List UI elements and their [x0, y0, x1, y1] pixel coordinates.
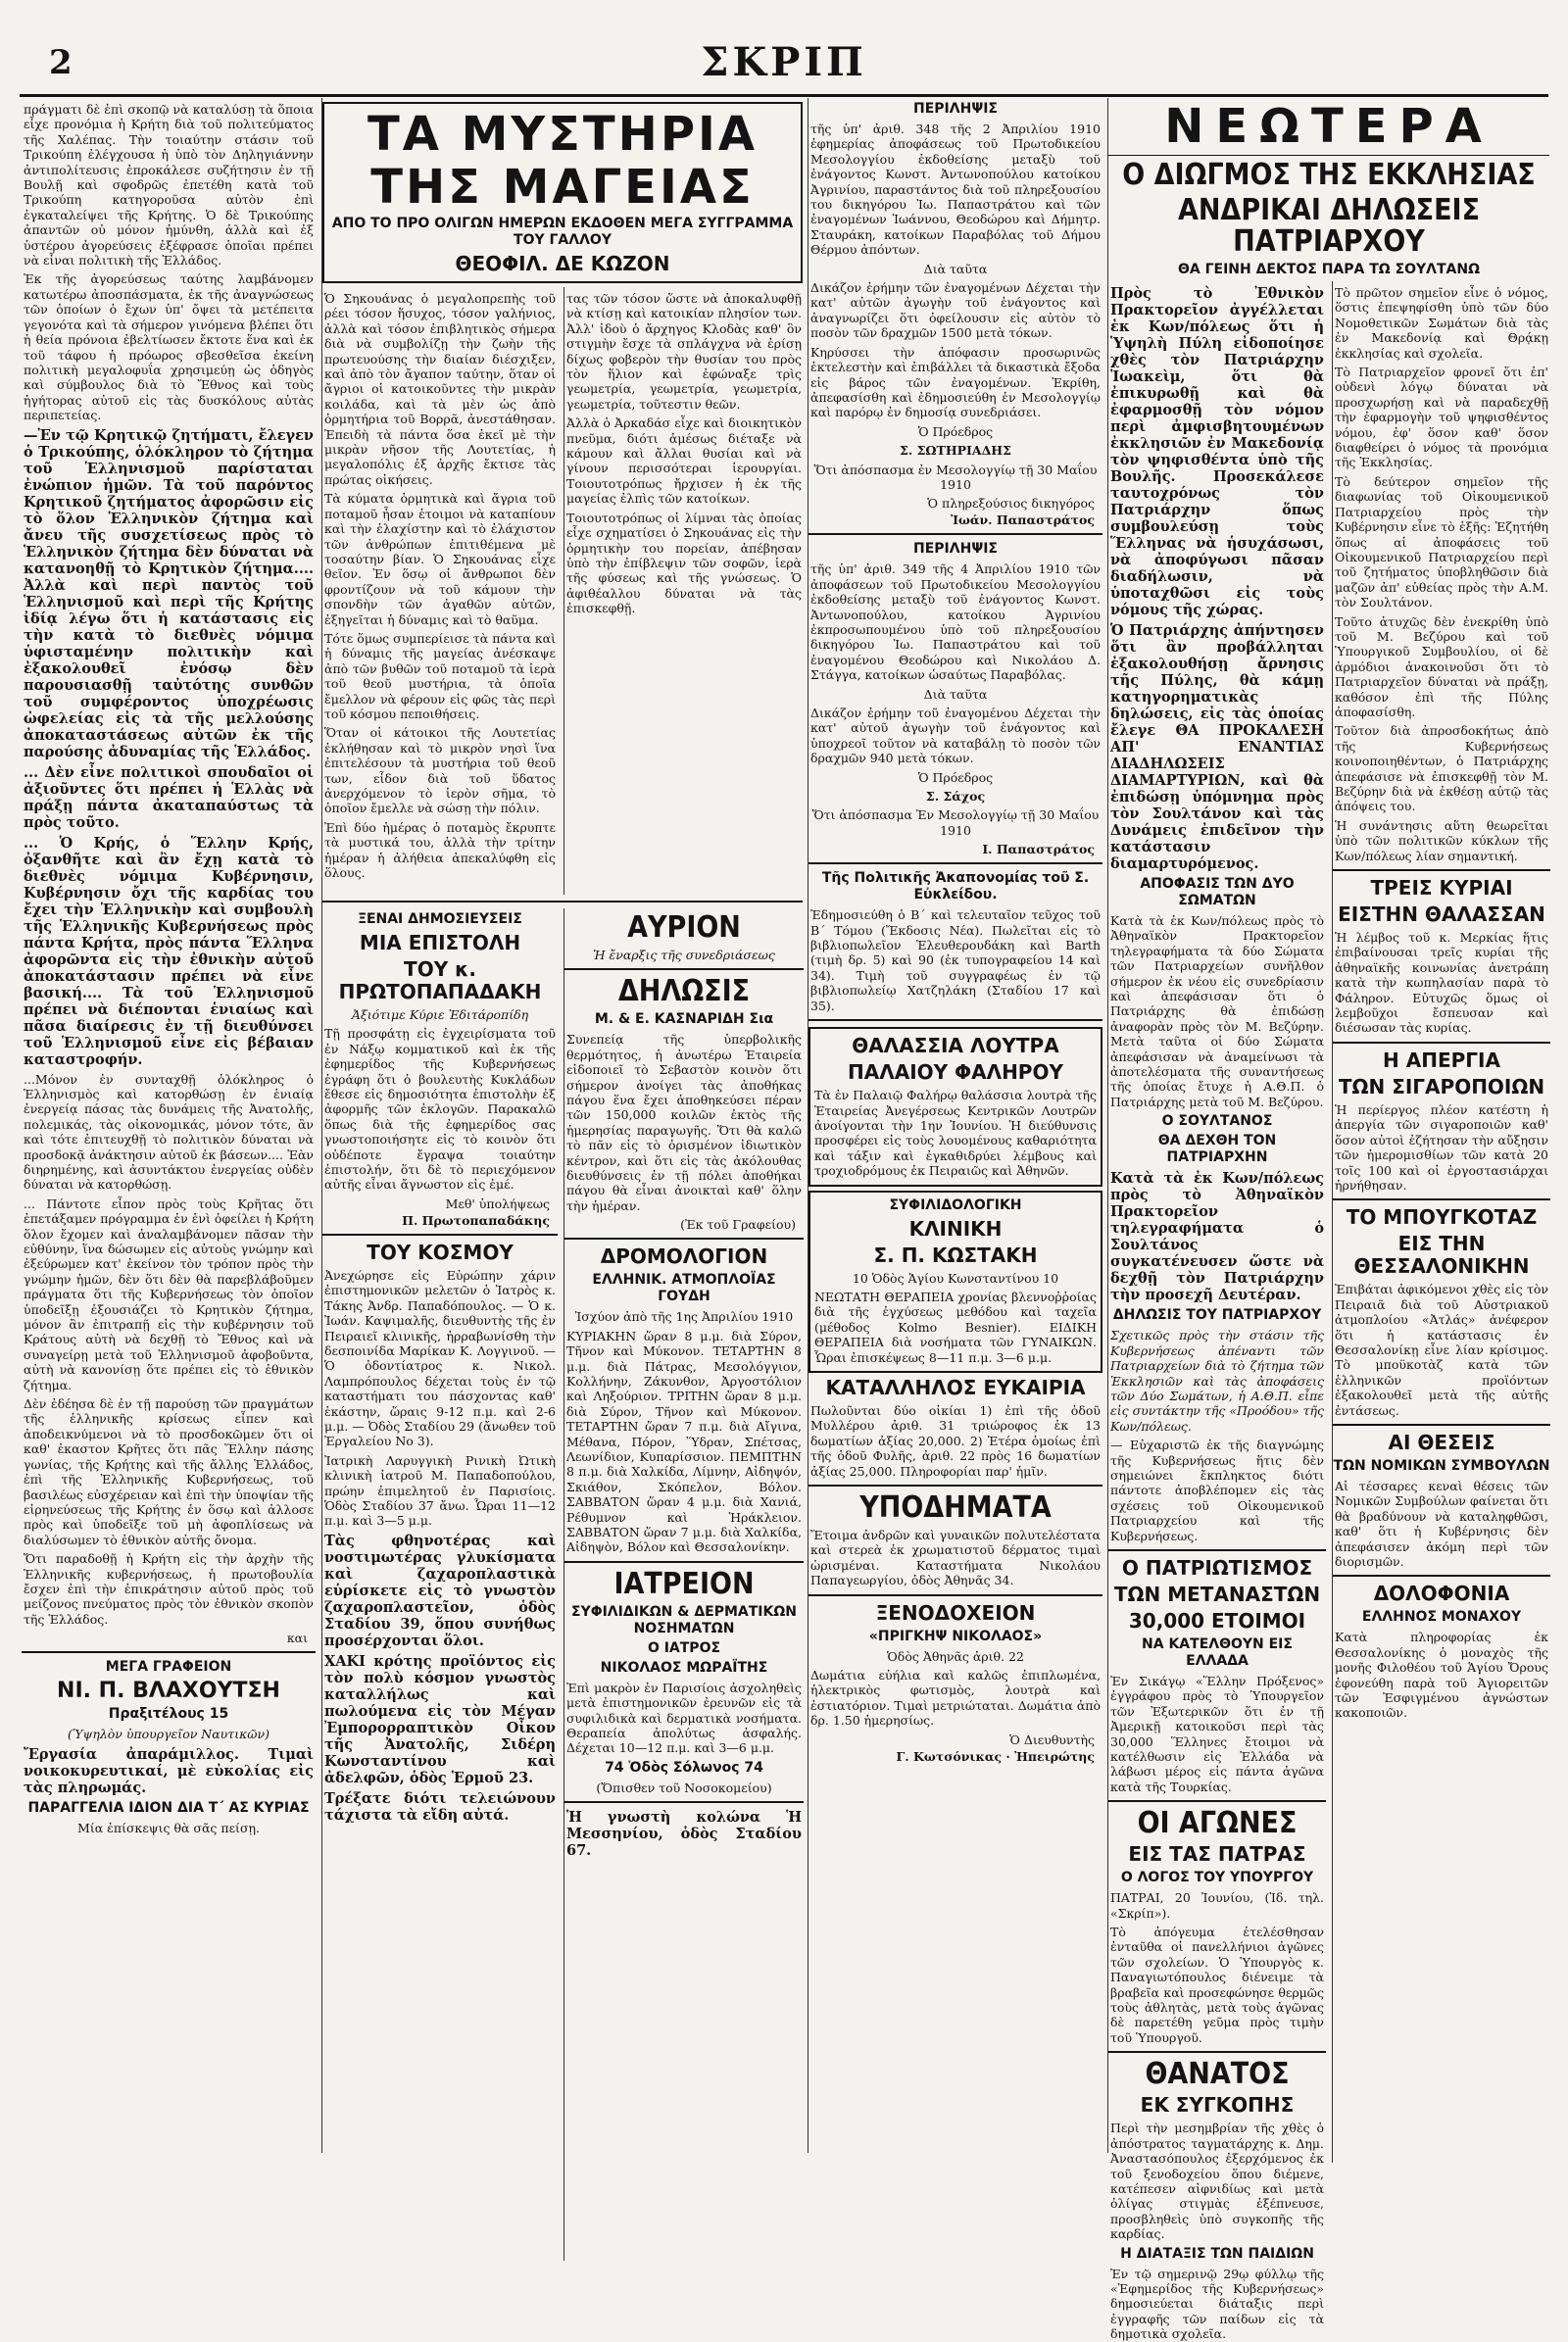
article-paragraph: Δωμάτια εὐήλια καὶ καλῶς ἐπιπλωμένα, ἡλεκτρικὸς φωτισμὸς, λουτρὰ καὶ ἐστιατόριον. Τιμαὶ μετριώταται. Δωμάτια ἀπὸ δρ. 1.50 ἡμερησίως. — [810, 1668, 1101, 1729]
ad-address: Πραξιτέλους 15 — [108, 1706, 229, 1723]
serial-title: ΤΑ ΜΥΣΤΗΡΙΑ — [367, 107, 758, 162]
serial-subtitle: ΑΠΟ ΤΟ ΠΡΟ ΟΛΙΓΩΝ ΗΜΕΡΩΝ ΕΚΔΟΘΕΝ ΜΕΓΑ ΣΥΓΓΡΑΜΜΑ ΤΟΥ ΓΑΛΛΟΥ — [331, 216, 794, 248]
headline: ΕΙΣΤΗΝ ΘΑΛΑΣΣΑΝ — [1338, 903, 1545, 927]
article-paragraph: Τὰ κύματα ὁρμητικὰ καὶ ἄγρια τοῦ ποταμοῦ ἦσαν ἐτοιμοι νὰ καταπίουν καὶ τὴν ἐλαχίστην καὶ τὸ ἐλάχιστον τῶν ἀνθρώπων ἐπιτιθέμενα μὲ τοσαύτην βίαν. Ὁ Σηκουάνας εἶχε θεῖον. Ἐν ὅσῳ οἱ ἄνθρωποι δὲν φροντίζουν νὰ τοῦ κάμουν τὴν σπονδὴν τῶν ἀγαθῶν αὐτῶν, ἐξηγεῖται ἡ δύναμις καὶ τὸ θαῦμα. — [324, 491, 556, 627]
headline: Ο ΣΟΥΛΤΑΝΟΣ — [1161, 1113, 1273, 1130]
article-paragraph: ΧΑΚΙ κρότης προϊόντος εἰς τὸν πολὺ κόσμον γνωστὸς καταλλήλως καὶ πωλούμενα εἰς τὸν Μέγαν Ἐμπορορραπτικὸν Οἶκον τῆς Ἀνατολῆς, Σιδέρη Κωνσταντίνου καὶ ἀδελφῶν, ὁδὸς Ἑρμοῦ 23. — [324, 1652, 556, 1786]
headline: Ο ΠΑΤΡΙΩΤΙΣΜΟΣ — [1121, 1555, 1313, 1580]
article-paragraph: Ὅταν οἱ κάτοικοι τῆς Λουτετίας ἐκλήθησαν καὶ τὸ μικρὸν νησὶ ἵνα ἐπιτελέσουν τὰ μυστήρια τοῦ θεοῦ των, εἶδον διὰ τοῦ ὕδατος ἀνερχόμενον τὸ ἱερὸν σῆμα, τὸ ὁποῖον ἔμελλε νὰ σώσῃ τὴν πόλιν. — [324, 725, 556, 816]
divider — [564, 1561, 804, 1563]
divider — [1333, 1042, 1550, 1044]
article-paragraph: Ἐκ τῆς ἀγορεύσεως ταύτης λαμβάνομεν κατωτέρω ἀποσπάσματα, ἐκ τῆς ἀναγνώσεως τῶν ὁποίων ὁ ἔχων ὑπ' ὄψει τὰ μετέπειτα γεγονότα καὶ τὰ σήμερον γινόμενα βλέπει ὅτι ἡ θεία πρόνοια ἐβελτίωσεν ἔκτοτε ἕνα καὶ ἐκ τοῦ τάφου ἡ πρόωρος σβεσθεῖσα ἐκείνη πολιτικὴ μεγαλοφυΐα χρησιμεύῃ ὡς ὁδηγὸς καὶ σύμβουλος διὰ τὸ Ἔθνος καὶ τοὺς ἡγήτορας αὐτοῦ εἰς τὰς δυσκόλους αὐτὰς περιπετείας. — [24, 271, 314, 423]
ad-box — [808, 1191, 1102, 1373]
headline: ΔΗΛΩΣΙΣ ΤΟΥ ΠΑΤΡΙΑΡΧΟΥ — [1112, 1307, 1322, 1324]
signatory-name: Γ. Κωτσόνικας · Ἠπειρώτης — [896, 1748, 1095, 1764]
subheadline: Ο ΙΑΤΡΟΣ — [647, 1639, 721, 1656]
article-paragraph: Ἡ συνάντησις αὕτη θεωρεῖται ὑπὸ τῶν πολιτικῶν κύκλων τῆς Κων/πόλεως λίαν σημαντική. — [1335, 817, 1548, 863]
divider — [1333, 1575, 1550, 1577]
article-paragraph: Ἡ λέμβος τοῦ κ. Μερκίας ἥτις ἐπιβαίνουσαι τρεῖς κυρίαι τῆς ἀθηναϊκῆς κοινωνίας ἀνετράπη κατὰ τὴν κωπηλασίαν παρὰ τὸ Φάληρον. Εὐτυχῶς ὅμως οἱ λεμβοῦχοι ἔσπευσαν καὶ διέσωσαν τὰς κυρίας. — [1335, 930, 1548, 1036]
signatory-role: Ὁ πληρεξούσιος δικηγόρος — [927, 496, 1095, 512]
article-paragraph: Τοῦτον διὰ ἀπροσδοκήτως ἀπὸ τῆς Κυβερνήσεως κοινοποιηθέντων, ὁ Πατριάρχης ἀπεφάσισε νὰ ἐπισκεφθῇ τὸν Μ. Βεζύρην διὰ νὰ ἐκθέσῃ αὐτῷ τὰς ἀπόψεις του. — [1335, 723, 1548, 814]
column-news — [1107, 98, 1550, 2342]
divider — [1333, 1198, 1550, 1200]
divider — [564, 1801, 804, 1803]
headline: ΟΙ ΑΓΩΝΕΣ — [1137, 1806, 1298, 1841]
article-paragraph: Ἡ περίεργος πλέον κατέστη ἡ ἀπεργία τῶν σιγαροποιῶν καθ' ὅσον αὐτοὶ ἐζήτησαν τὴν αὔξησιν τῶν ἡμερομισθίων τῶν κατὰ 20 τοῖς 100 καὶ οἱ ἐργοστασιάρχαι ἠρνήθησαν. — [1335, 1101, 1548, 1193]
subheadline: ΝΙΚΟΛΑΟΣ ΜΩΡΑΪΤΗΣ — [600, 1659, 768, 1676]
column-notices — [808, 98, 1102, 2153]
article-paragraph: Ἰατρικὴ Λαρυγγικὴ Ρινικὴ Ὠτικὴ κλινικὴ ἰατροῦ Μ. Παπαδοπούλου, πρώην ἐπιμελητοῦ ἐν Παρισίοις. Ὁδὸς Σταδίου 37 ἄνω. Ὧραι 11—12 π.μ. καὶ 3—5 μ.μ. — [324, 1452, 556, 1529]
divider — [322, 901, 803, 903]
article-paragraph: Περὶ τὴν μεσημβρίαν τῆς χθὲς ὁ ἀπόστρατος ταγματάρχης κ. Δημ. Ἀναστασόπουλος ἐξερχόμενος ἐκ τοῦ ξενοδοχείου ὅπου διέμενε, κατέπεσεν αἰφνιδίως καὶ μετὰ ὀλίγας στιγμὰς ἐξέπνευσε, προσβληθεὶς ὑπὸ συγκοπῆς τῆς καρδίας. — [1110, 2121, 1324, 2242]
news-body — [1108, 281, 1550, 2342]
headline: ΤΟ ΜΠΟΥΓΚΟΤΑΖ — [1346, 1205, 1538, 1230]
article-paragraph: Τοιουτοτρόπως οἱ λίμναι τὰς ὁποίας εἶχε σχηματίσει ὁ Σηκουάνας εἰς τὴν ὁρμητικὴν του πορείαν, ἀπέβησαν ὑπὸ τὴν ἐπίβλεψιν τῶν σοφῶν, ἱερὰ τῆς φύσεως καὶ τῆς γνώσεως. Ὁ ἀφιθέαλλου δύναται νὰ τὰς ἐπισκεφθῇ. — [566, 510, 802, 616]
headline: ΞΕΝΟΔΟΧΕΙΟΝ — [875, 1600, 1036, 1625]
headline: Η ΑΠΕΡΓΙΑ — [1383, 1048, 1500, 1072]
divider — [1108, 2051, 1326, 2053]
headline: ΕΙΣ ΤΗΝ ΘΕΣΣΑΛΟΝΙΚΗΝ — [1353, 1232, 1530, 1279]
letter-signature: Π. Πρωτοπαπαδάκης — [402, 1212, 550, 1228]
headline: ΑΝΔΡΙΚΑΙ ΔΗΛΩΣΕΙΣ ΠΑΤΡΙΑΡΧΟΥ — [1177, 193, 1481, 259]
article-paragraph: Ἐν τῷ σημερινῷ 29ῳ φύλλῳ τῆς «Ἐφημερίδος τῆς Κυβερνήσεως» δημοσιεύεται διάταξις περὶ ἐγγραφῆς τῶν παίδων εἰς τὰ δημοτικὰ σχολεῖα. — [1110, 2266, 1324, 2342]
headline: ΤΡΕΙΣ ΚΥΡΙΑΙ — [1370, 876, 1513, 901]
clause-heading: Διὰ ταῦτα — [923, 261, 988, 276]
headline: ΙΑΤΡΕΙΟΝ — [613, 1566, 755, 1601]
headline: ΜΙΑ ΕΠΙΣΤΟΛΗ — [359, 931, 521, 954]
subheadline: Ἰσχύον ἀπὸ τῆς 1ης Ἀπριλίου 1910 — [574, 1309, 794, 1325]
article-paragraph: Τὸ πρῶτον σημεῖον εἶνε ὁ νόμος, ὅστις ἐπεψηφίσθη ὑπὸ τῶν δύο Νομοθετικῶν Σωμάτων διὰ τὰς ἐν Μακεδονίᾳ καὶ Θρᾴκῃ ἐκκλησίας καὶ σχολεῖα. — [1335, 285, 1548, 361]
article-paragraph: Τῇ προσφάτῃ εἰς ἐγχειρίσματα τοῦ ἐν Νάξῳ κομματικοῦ καὶ ἐκ τῆς ἐφημερίδος τῆς Κυβερνήσεως ἐγράφη ὅτι ὁ βουλευτὴς Κυκλάδων ἔθεσε εἰς δημοσιότητα ἐπιστολὴν ἐξ ἀφορμῆς τῶν ἐκλογῶν. Παρακαλῶ ὅπως διὰ τῆς ἐφημερίδος σας γνωστοποιήσητε εἰς τὸ κοινὸν ὅτι οὐδέποτε ἔγραψα τοιαύτην ἐπιστολήν, ὅτι δὲ τὸ περιεχόμενον αὐτῆς εἶναι ἄγνωστον εἰς ἐμέ. — [324, 1026, 556, 1193]
article-paragraph: Τοῦτο ἀτυχῶς δὲν ἐνεκρίθη ὑπὸ τοῦ Μ. Βεζύρου καὶ τοῦ Ὑπουργικοῦ Συμβουλίου, οἱ δὲ ἁρμόδιοι ἀνακοινοῦσι ὅτι τὸ Πατριαρχεῖον δύναται νὰ πράξῃ, καθόσον ἐπὶ τῆς Πύλης ἀποφασίσθη. — [1335, 613, 1548, 719]
article-paragraph: Δὲν ἐδέησα δὲ ἐν τῇ παρούσῃ τῶν πραγμάτων τῆς ἑλληνικῆς κρίσεως εἶπεν καὶ ἀποδεικνύμενοι νὰ τὸ προσδοκῶμεν ὅτι οἱ καθ' ἐκαστον Κρῆτες ὅτι πᾶς Ἕλλην πάσης γωνίας, τῆς Κρήτης καὶ τῆς ἄλλης Ἑλλάδος, ἐπὶ τῆς Ἑλληνικῆς Κυβερνήσεως, τοῦ βασιλέως εὐσχέρειαν καὶ ἐπὶ τὴν ὑποψίαν τῆς εἰρηνεύσεως τῆς Κρήτης ἐν ὅσῳ καὶ ἀλλοσε πρὸς καὶ ὑποδεῖξε τοῦ μὴ ἀφοπλίσεως νὰ διαλύσωμεν τὸ ἐθνικὸν αὐτῆς ὄνομα. — [24, 1396, 314, 1547]
article-paragraph: Ἔτοιμα ἀνδρῶν καὶ γυναικῶν πολυτελέστατα καὶ στερεὰ ἐκ χρωματιστοῦ δέρματος τιμαὶ ὡρισμέναι. Καταστήματα Νικολάου Παπαγεωργίου, ὁδὸς Ἀθηνᾶς 34. — [810, 1528, 1101, 1588]
section-title: ΝΕΩΤΕΡΑ — [1164, 99, 1494, 154]
divider — [808, 1485, 1102, 1487]
divider — [1108, 1800, 1326, 1802]
serial-author: ΘΕΟΦΙΛ. ΔΕ ΚΩΖΟΝ — [455, 252, 670, 275]
newspaper-title: ΣΚΡΙΠ — [701, 39, 867, 85]
headline: ΑΙ ΘΕΣΕΙΣ — [1388, 1430, 1495, 1454]
divider — [22, 1651, 316, 1653]
headline: Σ. Π. ΚΩΣΤΑΚΗ — [873, 1243, 1038, 1267]
article-paragraph: Ἐδημοσιεύθη ὁ Β΄ καὶ τελευταῖον τεῦχος τοῦ Β΄ Τόμου (Ἔκδοσις Νέα). Πωλεῖται εἰς τὸ βιβλιοπωλεῖον Ἑλευθερουδάκη καὶ Barth (τιμὴ δρ. 5) καὶ 90 (ἐκ τυπογραφείου 14 καὶ 34). Τιμὴ τοῦ συγγραφέως ἐν τῷ βιβλιοπωλείῳ Χατζηλάκη (Σταδίου 17 καὶ 35). — [810, 907, 1101, 1013]
article-paragraph: ... Δὲν εἶνε πολιτικοὶ σπουδαῖοι οἱ ἀξιοῦντες ὅτι πρέπει ἡ Ἑλλὰς νὰ πράξῃ πάντα ἀκαταπαύστως τὰ πρὸς τοῦτο. — [24, 763, 314, 831]
column-serial — [321, 98, 803, 2153]
article-paragraph: τας τῶν τόσον ὥστε νὰ ἀποκαλυφθῇ νὰ κτίσῃ καὶ κατοικίαν πλησίον των. Ἀλλ' ἰδοὺ ὁ ἄρχηγος Κλοδὰς καθ' ὃν στιγμὴν ἔσχε τὰ σπλάγχνα νὰ ἐρίσῃ δίχως φοβερὸν τὴν θυσίαν του πρὸς τὸν ἥλιον καὶ ἐφώναξε τρὶς γεωμετρία, γεωμετρία, γεωμετρία, γεωμετρία, τοῦτεστιν θεῶν. — [566, 291, 802, 412]
article-signoff: (Ἐκ τοῦ Γραφείου) — [680, 1217, 796, 1233]
headline: Ο ΔΙΩΓΜΟΣ ΤΗΣ ΕΚΚΛΗΣΙΑΣ — [1122, 158, 1536, 192]
divider — [1108, 1549, 1326, 1551]
subheadline: ΣΥΦΙΛΙΔΙΚΩΝ & ΔΕΡΜΑΤΙΚΩΝ ΝΟΣΗΜΑΤΩΝ — [571, 1603, 797, 1636]
clause-heading: Διὰ ταῦτα — [923, 686, 988, 702]
serial-title: ΤΗΣ ΜΑΓΕΙΑΣ — [370, 160, 755, 215]
article-paragraph: Τότε ὅμως συμπερίεισε τὰ πάντα καὶ ἡ δύναμις τῆς μαγείας ἀνέσκαψε ἀπὸ τῶν βυθῶν τοῦ ποταμοῦ τὰ ἱερὰ τοῦ θεοῦ μυστήρια, τὰ ὁποῖα ἔμελλον νὰ φέρουν εἰς φῶς τὰς περὶ τοῦ κόσμου πεποιθήσεις. — [324, 630, 556, 721]
article-paragraph: Συνεπείᾳ τῆς ὑπερβολικῆς θερμότητος, ἡ ἀνωτέρω Ἑταιρεία εἰδοποιεῖ τὸ Σεβαστὸν κοινὸν ὅτι σήμερον ἀνοίγει τὰς ἀποθήκας πάγου ἕνα ἔχει ἀποθηκεύσει πέραν τῶν 150,000 κοιλῶν ἐκτὸς τῆς ἡμερησίας παραγωγῆς. Ὅτι θὰ καλῶ τὸ πᾶν εἰς τὸ ὀρισμένον ἰδιωτικὸν κέντρον, καὶ ὅτι εἰς τὰς ἀκόλουθας διευθύνσεις ἐν τῇ πόλει ἀποθήκαι πάγου θὰ εἶναι ἀνοικταὶ καθ' ὅλην τὴν ἡμέραν. — [566, 1032, 802, 1213]
ad-text: Ἔργασία ἀπαράμιλλος. Τιμαὶ νοικοκυρευτικαί, μὲ εὐκολίας εἰς τὰς πληρωμάς. — [24, 1745, 314, 1796]
article-paragraph: Ἐν Σικάγῳ «Ἕλλην Πρόξενος» ἐγγράφου πρὸς τὸ Ὑπουργεῖον τῶν Ἐξωτερικῶν ὅτι ἐν τῇ Ἀμερικῇ κατοικοῦσι περὶ τὰς 30,000 Ἕλληνες ἔτοιμοι νὰ κατέλθωσιν εἰς Ἑλλάδα νὰ λάβωσι μέρος εἰς πάντα ἀγῶνα κατὰ τῆς Τουρκίας. — [1110, 1673, 1324, 1794]
article-paragraph: Ὁ Πατριάρχης ἀπήντησεν ὅτι ἂν προβάλληται ἐξακολουθήσῃ ἄρνησις τῆς Πύλης, θὰ κάμῃ κατηγορηματικὰς δηλώσεις, εἰς τὰς ὁποίας ἔλεγε ΘΑ ΠΡΟΚΑΛΕΣΗ ΑΠ' ΕΝΑΝΤΙΑΣ ΔΙΑΔΗΛΩΣΕΙΣ ΔΙΑΜΑΡΤΥΡΙΩΝ, καὶ θὰ ἐπιδώσῃ ὑπόμνημα πρὸς τὸν Σουλτάνον καὶ τὰς Δυνάμεις ἐπιδεῖνον τὴν κατάστασιν διαμαρτυρόμενος. — [1110, 622, 1324, 872]
divider — [808, 1594, 1102, 1596]
ad-subaddress: (Ὑψηλὸν ὑπουργεῖον Ναυτικῶν) — [68, 1727, 270, 1742]
headline: ΔΡΟΜΟΛΟΓΙΟΝ — [600, 1244, 768, 1269]
article-paragraph: Πωλοῦνται δύο οἰκίαι 1) ἐπὶ τῆς ὁδοῦ Μυλλέρου ἀριθ. 31 τριώροφος ἐκ 13 δωματίων ἀξίας 20,000. 2) Ἑτέρα ὁμοίως ἐπὶ τῆς ὁδοῦ Φυλῆς, ἀριθ. 22 πρὸς 16 δωματίων ἀξίας 25,000. Πληροφορίαι παρ' ἡμῖν. — [810, 1402, 1101, 1479]
divider — [808, 533, 1102, 535]
article-paragraph: ΝΕΩΤΑΤΗ ΘΕΡΑΠΕΙΑ χρονίας βλεννοῤῥοίας διὰ τῆς ἐγχύσεως μεθόδου καὶ ταχεῖα (μέθοδος Kolmo Besnier). ΕΙΔΙΚΗ ΘΕΡΑΠΕΙΑ διὰ νοσήματα τῶν ΓΥΝΑΙΚΩΝ. Ὧραι ἐπισκέψεως 8—11 π.μ. 3—6 μ.μ. — [814, 1289, 1097, 1365]
headline: ΘΑΝΑΤΟΣ — [1145, 2057, 1290, 2092]
headline: ΥΠΟΔΗΜΑΤΑ — [859, 1490, 1052, 1525]
article-paragraph: Ἐπιβάται ἀφικόμενοι χθὲς εἰς τὸν Πειραιᾶ διὰ τοῦ Αὐστριακοῦ ἀτμοπλοίου «Ἀτλάς» ἀνέφερον ὅτι ἡ κατάστασις ἐν Θεσσαλονίκῃ εἶνε λίαν κρίσιμος. Τὸ μποϋκοτὰζ κατὰ τῶν ἑλληνικῶν προϊόντων ἐξακολουθεῖ μετὰ τῆς αὐτῆς ἐντάσεως. — [1335, 1282, 1548, 1418]
headline: ΤΩΝ ΝΟΜΙΚΩΝ ΣΥΜΒΟΥΛΩΝ — [1333, 1457, 1550, 1474]
headline: ΕΚ ΣΥΓΚΟΠΗΣ — [1140, 2093, 1295, 2118]
divider — [564, 968, 804, 970]
article-paragraph: ΚΥΡΙΑΚΗΝ ὥραν 8 μ.μ. διὰ Σύρον, Τῆνον καὶ Μύκονον. ΤΕΤΑΡΤΗΝ 8 μ.μ. διὰ Πάτρας, Μεσολόγγιον, Κολλήνην, Ζάκυνθον, Ἀργοστόλιον καὶ Ληξούριον. ΤΡΙΤΗΝ ὥραν 8 μ.μ. διὰ Σύρον, Τῆνον καὶ Μύκονον. ΤΕΤΑΡΤΗΝ ὥραν 7 π.μ. διὰ Αἴγινα, Μέθανα, Πόρον, Ὕδραν, Σπέτσας, Λεωνίδιον, Κυπαρίσσιον. ΠΕΜΠΤΗΝ 8 π.μ. διὰ Χαλκίδα, Λίμνην, Αἰδηψόν, Σκιάθον, Σκόπελον, Βόλον. ΣΑΒΒΑΤΟΝ ὥραν 4 μ.μ. διὰ Χανιά, Ρέθυμνον καὶ Ἡράκλειον. ΣΑΒΒΑΤΟΝ ὥραν 7 μ.μ. διὰ Χαλκίδα, Αἰδηψὸν, Βόλον καὶ Θεσσαλονίκην. — [566, 1328, 802, 1555]
signatory-name: Ἰωάν. Παπαστράτος — [951, 512, 1095, 528]
ad-box — [808, 1027, 1102, 1186]
headline: ΠΕΡΙΛΗΨΙΣ — [913, 101, 998, 117]
signatory-role: Ὁ Πρόεδρος — [917, 423, 994, 439]
headline: ΚΛΙΝΙΚΗ — [908, 1216, 1003, 1241]
divider — [1108, 155, 1549, 156]
subheadline: ΘΑ ΓΕΙΝΗ ΔΕΚΤΟΣ ΠΑΡΑ ΤΩ ΣΟΥΛΤΑΝΩ — [1177, 262, 1481, 277]
article-paragraph: —Ἐν τῷ Κρητικῷ ζητήματι, ἔλεγεν ὁ Τρικούπης, ὁλόκληρον τὸ ζήτημα τοῦ Ἑλληνισμοῦ παρίσταται ἐνώπιον ἡμῶν. Τὰ τοῦ παρόντος Κρητικοῦ ζητήματος ἀφορῶσιν εἰς τὸ ὅλον Ἑλληνικὸν ζήτημα καὶ ἄνευ τῆς συσχετίσεως πρὸς τὸ Ἑλληνικὸν ζήτημα δὲν δύναται νὰ κατανοηθῇ τὸ Κρητικὸν ζήτημα.... Ἀλλὰ καὶ περὶ παντὸς τοῦ Ἑλληνισμοῦ καὶ περὶ τῆς Κρήτης ἰδίᾳ λέγω ὅτι ἡ κατάστασις εἰς τὴν κατὰ τὸ διεθνὲς νόμιμα ὑφισταμένην πολιτικὴν καὶ ἐξακολουθεῖ ἐνόσῳ δὲν παρουσιασθῇ ταὐτότης συνθῶν τοῦ συμφέροντος ὑποχρέωσις ὠφελείας εἰς τὰ τῆς μελλούσης ἀποκαταστάσεως αὐτῶν ἐκ τῆς παρούσης ἀδυναμίας τῆς Ἑλλάδος. — [24, 426, 314, 760]
letter-close: Μεθ' ὑπολήψεως — [445, 1195, 550, 1211]
subheadline: ΕΛΛΗΝΙΚ. ΑΤΜΟΠΛΟΪΑΣ ΓΟΥΔΗ — [592, 1272, 776, 1305]
article-paragraph: Πρὸς τὸ Ἐθνικὸν Πρακτορεῖον ἀγγέλλεται ἐκ Κων/πόλεως ὅτι ἡ Ὑψηλὴ Πύλη εἰδοποίησε χθὲς τὸν Πατριάρχην Ἰωακεὶμ, ὅτι θὰ ἐπικυρωθῇ καὶ θὰ ἐφαρμοσθῇ τὸν νόμον περὶ ἀμφισβητουμένων ἐκκλησιῶν ἐν Μακεδονίᾳ τὸν ψηφισθέντα ὑπὸ τῆς Βουλῆς. Προσεκάλεσε ταυτοχρόνως τὸν Πατριάρχην ὅπως συμβουλεύσῃ τοὺς Ἕλληνας νὰ ἡσυχάσωσι, νὰ ἀποφύγωσι πᾶσαν διαδήλωσιν, νὰ ὑποταχθῶσι εἰς τοὺς νόμους τῆς χώρας. — [1110, 285, 1324, 618]
signatory-role: Ὁ Διευθυντὴς — [1009, 1732, 1095, 1747]
ad-heading: ΜΕΓΑ ΓΡΑΦΕΙΟΝ — [105, 1659, 232, 1676]
divider — [1333, 1424, 1550, 1426]
divider — [808, 1019, 1102, 1021]
headline: Τῆς Πολιτικῆς Ἀκαπονομίας τοῦ Σ. Εὐκλείδου. — [821, 870, 1090, 903]
headline: ΕΛΛΗΝΟΣ ΜΟΝΑΧΟΥ — [1361, 1609, 1522, 1626]
article-paragraph: Κατὰ πληροφορίας ἐκ Θεσσαλονίκης ὁ μοναχὸς τῆς μονῆς Φιλοθέου τοῦ Ἁγίου Ὄρους ἐφονεύθη παρὰ τοῦ Ἀγιορειτῶν τῶν Ἐσφιγμένου ἀγνώστων κακοποιῶν. — [1335, 1630, 1548, 1721]
article-paragraph: Κηρύσσει τὴν ἀπόφασιν προσωρινῶς ἐκτελεστὴν καὶ ἐπιβάλλει τὰ δικαστικὰ ἔξοδα εἰς βάρος τῶν ἐναγομένων. Ἐκρίθη, ἀπεφασίσθη καὶ ἐδημοσιεύθη ἐν Μεσολογγίῳ καὶ παρόρῳ ἐν δημοσίᾳ συνεδριάσει. — [810, 344, 1101, 420]
headline: ΤΩΝ ΜΕΤΑΝΑΣΤΩΝ — [1113, 1582, 1321, 1606]
article-paragraph: Τὸ Πατριαρχεῖον φρονεῖ ὅτι ἐπ' οὐδενὶ λόγῳ δύναται νὰ προσχωρήσῃ καὶ νὰ παραδεχθῇ τὴν ἐφαρμογὴν τοῦ ψηφισθέντος νόμου, ἐφ' ὅσον καθ' ὅσον διαφθείρει ὁ νόμος τὰ προνόμια τῆς Ἐκκλησίας. — [1335, 365, 1548, 470]
subheadline: «ΠΡΙΓΚΗΨ ΝΙΚΟΛΑΟΣ» — [868, 1628, 1043, 1644]
subheadline: ΘΑ ΔΕΧΘΗ ΤΟΝ ΠΑΤΡΙΑΡΧΗΝ — [1157, 1133, 1277, 1166]
subheadline: Ἡ ἔναρξις τῆς συνεδριάσεως — [593, 948, 775, 962]
article-paragraph: Κατὰ τὰ ἐκ Κων/πόλεως πρὸς τὸ Ἀθηναϊκὸν Πρακτορεῖον τηλεγραφήματα ὁ Σουλτάνος συγκατένευσεν ὥστε νὰ δεχθῇ τὸν Πατριάρχην τὴν προσεχῆ Δευτέραν. — [1110, 1170, 1324, 1304]
dateline: ΠΑΤΡΑΙ, 20 Ἰουνίου, (Ἰδ. τηλ. «Σκρίπ»). — [1110, 1890, 1324, 1921]
section-heading: ΞΕΝΑΙ ΔΗΜΟΣΙΕΥΣΕΙΣ — [358, 911, 522, 927]
headline: ΘΑΛΑΣΣΙΑ ΛΟΥΤΡΑ — [852, 1034, 1059, 1058]
headline: ΠΑΛΑΙΟΥ ΦΑΛΗΡΟΥ — [848, 1060, 1063, 1085]
address: 10 Ὁδὸς Ἁγίου Κωνσταντίνου 10 — [852, 1270, 1059, 1286]
ad-merchant-name: ΝΙ. Π. ΒΛΑΧΟΥΤΣΗ — [57, 1679, 280, 1704]
article-paragraph: Τρέξατε διότι τελειώνουν τάχιστα τὰ εἴδη αὐτά. — [324, 1789, 556, 1824]
article-paragraph: Αἱ τέσσαρες κεναὶ θέσεις τῶν Νομικῶν Συμβούλων φαίνεται ὅτι θὰ βραδύνουν νὰ καταληφθῶσι, καθ' ὅτι ἡ Κυβέρνησις δὲν ἀπεφάσισεν ἀκόμη περὶ τῶν διορισμῶν. — [1335, 1478, 1548, 1569]
headline: ΚΑΤΑΛΛΗΛΟΣ ΕΥΚΑΙΡΙΑ — [825, 1375, 1086, 1399]
headline: ΑΥΡΙΟΝ — [627, 910, 741, 945]
article-paragraph: Ἐπὶ δύο ἡμέρας ὁ ποταμὸς ἔκρυπτε τὰ μυστικά του, ἀλλὰ τὴν τρίτην ἡμέραν ἡ ἀλήθεια ἀπεκαλύφθη εἰς ὅλους. — [324, 819, 556, 881]
headline: ΠΕΡΙΛΗΨΙΣ — [913, 541, 998, 558]
article-paragraph: — Εὐχαριστῶ ἐκ τῆς διαγνώμης τῆς Κυβερνήσεως ἥτις δὲν σημειώνει ἔκπληκτος διότι πάντοτε ἀποβλέπομεν εἰς τὰς σχέσεις τοῦ Οἰκουμενικοῦ Πατριαρχείου καὶ τῆς Κυβερνήσεως. — [1110, 1438, 1324, 1543]
signatory-name: Σ. Σάχος — [925, 789, 986, 805]
article-paragraph: Ἡ γνωστὴ κολώνα Ἡ Μεσσηνίου, ὁδὸς Σταδίου 67. — [566, 1809, 802, 1860]
article-paragraph: ... Πάντοτε εἶπον πρὸς τοὺς Κρῆτας ὅτι ἐπετάξαμεν πρόγραμμα ἐν ἑνὶ ὀφείλει ἡ Κρήτη ὅλον ἔχομεν καὶ ἀναλαμβάνομεν πᾶσαν τὴν εὐθύνην, ἵνα δώσωμεν εἰς αὐτοὺς γνώμην καὶ ἐξεύρωμεν κατ' ἐκείνον τὸν τρόπον πρὸς τὴν γνώμην ἡμῶν, δὲν ὅτι δὲν θὰ παρεβλάβοῦμεν πράγματα ὅτι τῆς Κυβερνήσεως τὸν ὁποῖον ὑποδεῖξῃ ἐξουσιάζει τὸ Κρητικὸν ζήτημα, μόνον ἂν ἐπιτραπῇ εἰς τὴν κυβέρνησιν τοῦ Κράτους αὐτὴ νὰ δεχθῇ τὸ Ἔθνος καὶ νὰ συναγείρῃ μετὰ τοῦ Ἑλληνισμοῦ ἀφοβοῦντα, αὐτὴ νὰ κανονίσῃ ὅτε πρέπει εἰς τὸ ἐθνικὸν ζήτημα. — [24, 1195, 314, 1392]
column-politics — [22, 98, 316, 2153]
article-paragraph: Κατὰ τὰ ἐκ Κων/πόλεως πρὸς τὸ Ἀθηναϊκὸν Πρακτορεῖον τηλεγραφήματα τὰ δύο Σώματα τῶν Πατριαρχείων συνῆλθον σήμερον ἐκ νέου εἰς συνεδρίασιν καὶ ἀπεφάσισαν ὅτι ὁ Πατριάρχης θὰ ἐπιδώσῃ ἀναφορὰν πρὸς τὸν Μ. Βεζύρην. Μετὰ ταῦτα οἱ δύο Σώματα ἀπεφάσισαν νὰ ἀναμείνωσι τὰ ἀποτελέσματα τῆς συναντήσεως τῆς ὁποίας ἔτυχε ἡ Α.Θ.Π. ὁ Πατριάρχης μετὰ τοῦ Μ. Βεζύρου. — [1110, 913, 1324, 1109]
page-number: 2 — [49, 43, 73, 82]
article-paragraph: πράγματι δὲ ἐπὶ σκοπῷ νὰ καταλύσῃ τὰ ὅποια εἶχε προνόμια ἡ Κρήτη διὰ τοῦ πολιτεύματος τῆς Χαλέπας. Τὴν τοιαύτην στάσιν τοῦ Τρικούπη ἐλέγχουσα ἡ ὑπὸ τὸν Δηληγιάννην ἀντιπολίτευσις ἐπροκάλεσε συζήτησιν ἐν τῇ Βουλῇ καὶ σφοδρῶς ἐπετέθη κατὰ τοῦ Τρικούπη κατηγοροῦσα αὐτὸν ἐπὶ ἐγκαταλείψει τῆς Κρήτης. Ὁ δὲ Τρικούπης ἀπαντῶν οὐ μόνον ἠμύνθη, ἀλλὰ καὶ ἐξ ὑστέρου ἀγορεύσεις ἐξέφρασε ὁποῖαι πρέπει νὰ εἶναι πολιτικὴ τῆς Ἑλλάδος. — [24, 102, 314, 268]
signatory-place: Ὅτι ἀπόσπασμα Ἐν Μεσολογγίῳ τῇ 30 Μαΐου 1910 — [811, 807, 1100, 838]
letter-salutation: Ἀξιότιμε Κύριε Ἐδιτάροπίδη — [351, 1007, 529, 1022]
headline: ΔΗΛΩΣΙΣ — [617, 974, 751, 1009]
article-paragraph: Ἐπὶ μακρὸν ἐν Παρισίοις ἀσχοληθεὶς μετὰ ἐπιστημονικῶν ἐρευνῶν εἰς τὰ συφιλιδικὰ καὶ δερματικὰ νοσήματα. Θεραπεία ἀπολύτως ἀσφαλής. Δέχεται 10—12 π.μ. καὶ 3—6 μ.μ. — [566, 1680, 802, 1756]
article-paragraph: Δικάζον ἐρήμην τῶν ἐναγομένων Δέχεται τὴν κατ' αὐτῶν ἀγωγὴν τοῦ ἐνάγοντος καὶ ἀναγνωρίζει ὅτι ὀφείλουσιν εἰς αὐτὸν τὸ ποσὸν τῶν δραχμῶν 1500 μετὰ τόκων. — [810, 280, 1101, 341]
article-paragraph: Δικάζον ἐρήμην τοῦ ἐναγομένου Δέχεται τὴν κατ' αὐτοῦ ἀγωγὴν τοῦ ἐνάγοντος καὶ ὑποχρεοῖ τοῦτον νὰ καταβάλῃ τὸ ποσὸν τῶν δραχμῶν 940 μετὰ τόκων. — [810, 706, 1101, 766]
article-paragraph: τῆς ὑπ' ἀριθ. 349 τῆς 4 Ἀπριλίου 1910 τῶν ἀποφάσεων τοῦ Πρωτοδικείου Μεσολογγίου ἐκδοθείσης μεταξὺ τοῦ ἐνάγοντος Κωνστ. Ἀντωνοπούλου, κατοίκου Ἀγρινίου ἐκπροσωπουμένου ὑπὸ τοῦ πληρεξουσίου δικηγόρου Ἰω. Παπαστράτου καὶ τοῦ ἐναγομένου Θεοδώρου καὶ Νικολάου Δ. Στάγγα, κατοίκων ὡσαύτως Παραβόλας. — [810, 561, 1101, 683]
headline: ΕΙΣ ΤΑΣ ΠΑΤΡΑΣ — [1128, 1842, 1306, 1867]
lower-columns — [322, 908, 803, 2261]
article-paragraph: Σχετικῶς πρὸς τὴν στάσιν τῆς Κυβερνήσεως ἀπέναντι τῶν Πατριαρχείων διὰ τὸ ζήτημα τῶν Ἐκκλησιῶν καὶ τὰς ἀποφάσεις τῶν Δύο Σωμάτων, ἡ Α.Θ.Π. εἶπε εἰς συντάκτην τῆς «Προόδου» τῆς Κων/πόλεως. — [1110, 1328, 1324, 1434]
article-paragraph: Τὰ ἐν Παλαιῷ Φαλήρῳ θαλάσσια λουτρὰ τῆς Ἑταιρείας Ἀνεγέρσεως Κεντρικῶν Λουτρῶν ἀνοίγονται τὴν 1ην Ἰουνίου. Ἡ διεύθυνσις προσφέρει εἰς τοὺς λουομένους καθαριότητα καὶ τάξιν καὶ ἐγκαθιδρύει λέμβους καὶ τροχιοδρόμους ἐκ Πειραιῶς καὶ Ἀθηνῶν. — [814, 1088, 1097, 1179]
address-note: (Ὄπισθεν τοῦ Νοσοκομείου) — [596, 1780, 772, 1795]
signatory-name: Σ. ΣΩΤΗΡΙΑΔΗΣ — [900, 443, 1011, 459]
article-paragraph: Τὸ δεύτερον σημεῖον τῆς διαφωνίας τοῦ Οἰκουμενικοῦ Πατριαρχείου πρὸς τὴν Κυβέρνησιν εἶνε τὸ ἑξῆς: Ἐζητήθη ὅπως αἱ ἀποφάσεις τοῦ Οἰκουμενικοῦ Πατριαρχείου περὶ τοῦ ζητήματος ὑποβληθῶσιν διὰ μαζῶν ἀπ' εὐθείας πρὸς τὴν Α.Μ. τὸν Σουλτάνον. — [1335, 473, 1548, 610]
ad-text: ΠΑΡΑΓΓΕΛΙΑ ΙΔΙΟΝ ΔΙΑ Τ΄ ΑΣ ΚΥΡΙΑΣ — [27, 1799, 310, 1816]
article-paragraph: Τὰς φθηνοτέρας καὶ νοστιμωτέρας γλυκίσματα καὶ ζαχαροπλαστικὰ εὑρίσκετε εἰς τὸ γνωστὸν ζαχαροπλαστεῖον, ὁδὸς Σταδίου 39, ὅπου συνήθως προσέρχονται ὅλοι. — [324, 1532, 556, 1649]
article-paragraph: Ἀλλὰ ὁ Ἀρκαδάσ εἶχε καὶ διοικητικὸν πνεῦμα, διότι ἀμέσως διέταξε νὰ κάμουν καὶ ἄλλαι θυσίαι καὶ νὰ γίνουν περισσότεραι ἱερουργίαι. Τοιουτοτρόπως ἤρχισεν ἡ ἐκ τῆς μαγείας ἐλπὶς τῶν κατοίκων. — [566, 415, 802, 507]
headline: Η ΔΙΑΤΑΞΙΣ ΤΩΝ ΠΑΙΔΙΩΝ — [1120, 2245, 1314, 2262]
subheadline: Μ. & Ε. ΚΑΣΝΑΡΙΔΗ Σια — [594, 1011, 774, 1028]
article-paragraph: Ἀνεχώρησε εἰς Εὐρώπην χάριν ἐπιστημονικῶν μελετῶν ὁ Ἰατρὸς κ. Τάκης Ἀνδρ. Παπαδόπουλος. — Ὁ κ. Ἰωάν. Καψιμαλῆς, διευθυντὴς τῆς ἐν Πειραιεῖ κλινικῆς, ἠρραβωνίσθη τὴν δεσποινίδα Μαρίκαν Κ. Λογγινοῦ. — Ὁ ὀδοντίατρος κ. Νικολ. Λαμπρόπουλος δέχεται τοὺς ἐν τῷ καταστήματι του πάσχοντας καθ' ἑκάστην, ὥραις 9-12 π.μ. καὶ 2-6 μ.μ. — Ὀδὸς Σταδίου 29 (ἄνωθεν τοῦ Ἐργαλείου Νο 3). — [324, 1267, 556, 1449]
subheadline: ΝΑ ΚΑΤΕΛΘΟΥΝ ΕΙΣ ΕΛΛΑΔΑ — [1142, 1635, 1293, 1669]
signatory-name: Ι. Παπαστράτος — [982, 842, 1095, 857]
serial-body — [322, 287, 803, 895]
article-paragraph: Τὸ ἀπόγευμα ἐτελέσθησαν ἐνταῦθα οἱ πανελλήνιοι ἀγῶνες τῶν σχολείων. Ὁ Ὑπουργὸς κ. Παναγιωτόπουλος διένειμε τὰ βραβεῖα καὶ προσεφώνησε θερμῶς τοὺς ἀθλητὰς, μετὰ τοὺς ἀγῶνας δὲ παρετέθη γεῦμα πρὸς τιμὴν τοῦ Ὑπουργοῦ. — [1110, 1925, 1324, 2045]
divider — [808, 862, 1102, 864]
article-paragraph: τῆς ὑπ' ἀριθ. 348 τῆς 2 Ἀπριλίου 1910 ἐφημερίας ἀποφάσεως τοῦ Πρωτοδικείου Μεσολογγίου ἐκδοθείσης μεταξὺ τοῦ ἐνάγοντος Κωνστ. Ἀντωνοπούλου κατοίκου Ἀγρινίου, παραστάντος διὰ τοῦ πληρεξουσίου του δικηγόρου Ἰω. Παπαστράτου καὶ τῶν ἐναγομένων Ἰωάννου, Θεοδώρου καὶ Δήμητρ. Σταυράκη, κατοίκων Παραβόλας τοῦ Δήμου Θέρμου ἀπόντων. — [810, 122, 1101, 258]
headline: ΣΥΦΙΛΙΔΟΛΟΓΙΚΗ — [889, 1196, 1022, 1213]
address: 74 Ὁδὸς Σόλωνος 74 — [605, 1759, 763, 1776]
divider — [1333, 869, 1550, 871]
divider — [322, 1234, 558, 1236]
headline: ΑΠΟΦΑΣΙΣ ΤΩΝ ΔΥΟ ΣΩΜΑΤΩΝ — [1140, 876, 1295, 908]
headline: ΤΩΝ ΣΙΓΑΡΟΠΟΙΩΝ — [1338, 1074, 1545, 1098]
article-paragraph: Ὅτι παραδοθῇ ἡ Κρήτη εἰς τὴν ἀρχὴν τῆς Ἑλληνικῆς κυβερνήσεως, ἡ πρωτοβουλία ἔσχεν ἐπὶ τὴν ἐπικράτησιν αὐτοῦ πρὸς τοῦ μείζονος πνεύματος πρὸς τὸν ἐθνικὸν σκοπὸν τῆς Ἑλλάδος. — [24, 1551, 314, 1627]
address: Ὁδὸς Ἀθηνᾶς ἀριθ. 22 — [887, 1648, 1024, 1664]
masthead — [20, 39, 1548, 97]
headline: ΤΟΥ κ. ΠΡΩΤΟΠΑΠΑΔΑΚΗ — [338, 957, 542, 1003]
article-paragraph: ... Ὁ Κρής, ὁ Ἕλλην Κρής, ὀξανθῆτε καὶ ἂν ἔχῃ κατὰ τὸ διεθνὲς νόμιμα Κυβέρνησιν, Κυβέρνησιν ὄχι τῆς καρδίας του ἔχει τὴν Ἑλληνικὴν καὶ συμβουλὴ τῆς Ἑλληνικῆς Κυβερνήσεως πρὸς πάντα Κρήτα, πρὸς πάντα Ἕλληνα ἀφορῶντα εἰς τὴν ἐθνικὴν αὐτοῦ ἀποκατάστασιν πρέπει νὰ εἶνε βασική.... Τὰ τοῦ Ἑλληνισμοῦ πρέπει νὰ διέπονται ἑνιαίως καὶ πᾶσα διαίρεσις ἐν τῇ διευθύνσει τοῦ Ἑλληνισμοῦ εἶνε εἰς βέβαιαν καταστροφήν. — [24, 834, 314, 1068]
divider — [564, 1238, 804, 1240]
signatory-place: Ὅτι ἀπόσπασμα ἐν Μεσολογγίῳ τῇ 30 Μαΐου 1910 — [813, 462, 1098, 492]
article-paragraph: ...Μόνον ἐν συνταχθῇ ὁλόκληρος ὁ Ἑλληνισμὸς καὶ κατορθώσῃ ἐν ἑνιαίᾳ ἐνεργείᾳ πάσας τὰς δυνάμεις τῆς Ἀνατολῆς, πολεμικάς, τὰς οἰκονομικάς, μόνον τότε, ἂν καὶ τότε ἐπιτευχθῇ τὸ πολιτικὸν δύναται νὰ προσδοκᾷ ἀνάκτησιν αὐτοῦ ἐκ βάσεων.... Ἐὰν διηρημένης, καὶ ἀσυντάκτου ἐνεργείας οὐδὲν δύναται νὰ κατορθώσῃ. — [24, 1071, 314, 1193]
subheadline: Ο ΛΟΓΟΣ ΤΟΥ ΥΠΟΥΡΓΟΥ — [1120, 1870, 1314, 1886]
headline: ΤΟΥ ΚΟΣΜΟΥ — [367, 1240, 514, 1264]
signatory-role: Ὁ Πρόεδρος — [917, 769, 994, 785]
serial-header — [322, 102, 803, 283]
headline: 30,000 ΕΤΟΙΜΟΙ — [1128, 1608, 1306, 1633]
article-signoff: και — [286, 1631, 308, 1646]
headline: ΔΟΛΟΦΟΝΙΑ — [1373, 1582, 1510, 1606]
ad-text: Μία ἐπίσκεψις θὰ σᾶς πείσῃ. — [77, 1820, 260, 1835]
article-paragraph: Ὁ Σηκουάνας ὁ μεγαλοπρεπὴς τοῦ ρέει τόσον ἥσυχος, τόσον γαλήνιος, ἀλλὰ καὶ τόσον ἐπιβλητικὸς σήμερα διὰ νὰ συμβολίζῃ τὴν ζωὴν τῆς πρωτευούσης τὴν διαίαν διέσχιξεν, καὶ ἀπὸ τὸν ἄγαπον ταύτην, ὅταν οἱ ἄγριοι οἱ κατοικοῦντες τὴν μικρὰν κοιλάδα, καὶ τὰ μὲν ὡς ἀπὸ ὁρμητήρια τοῦ Βορρᾶ, ἀνεστάθησαν. Ἐπειδὴ τὰ πάντα ὅσα ἐκεῖ μὲ τὴν μικρὰν νῆσον τῆς Λουτετίας, ἡ μεγαλοπόλις ἐξ ἀρχῆς ἔκτισε τὰς πρώτας οἰκήσεις. — [324, 291, 556, 487]
